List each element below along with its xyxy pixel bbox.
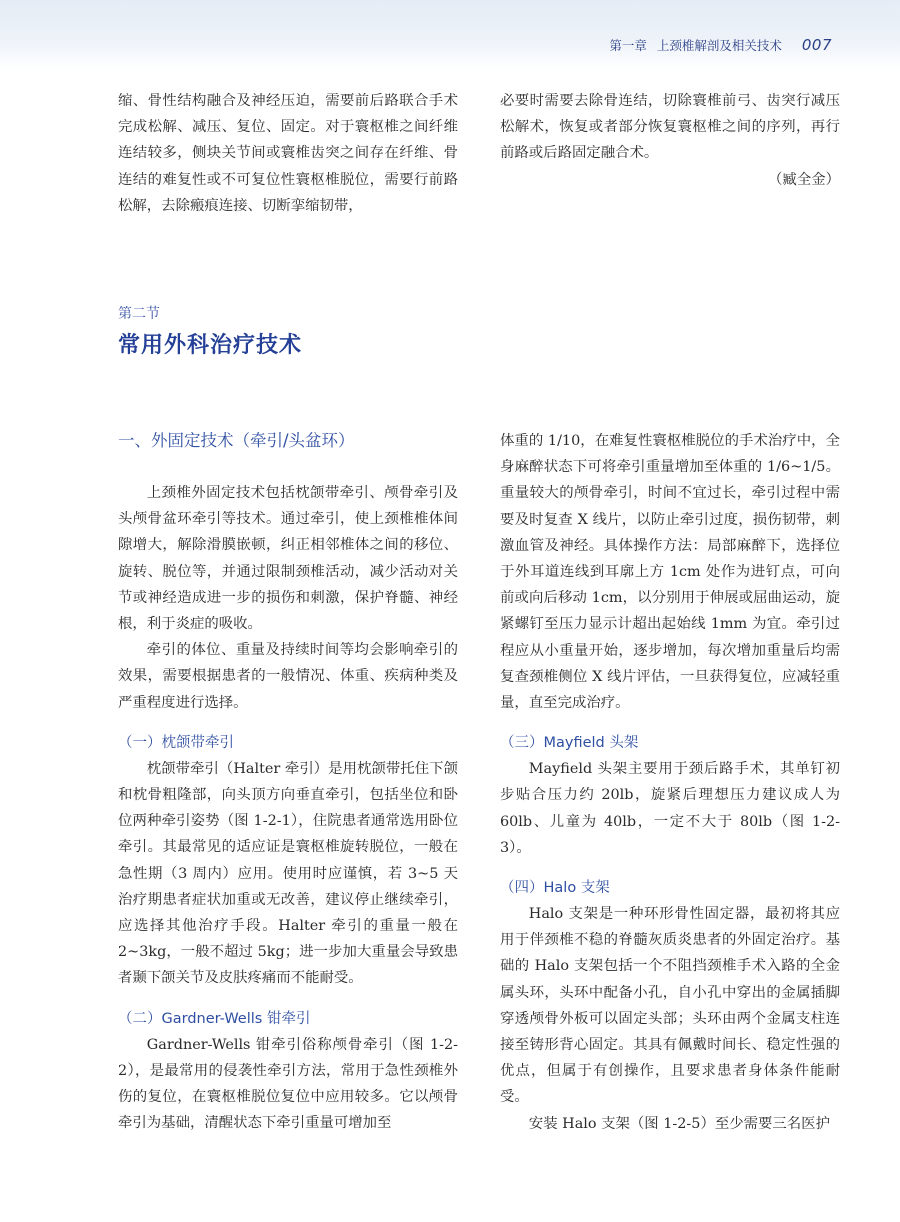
paragraph-halo: Halo 支架是一种环形骨性固定器，最初将其应用于伴颈椎不稳的脊髓灰质炎患者的外固定治疗。基础的 Halo 支架包括一个不阻挡颈椎手术入路的全金属头环，头环中配备小孔，自小孔中穿出的金属插脚穿透颅骨外板可以固定头部；头环由两个金属支柱连接至铸形背心固定。其具有佩戴时间长、稳定性强的优点，但属于有创操作，且要求患者身体条件能耐受。 (500, 906, 840, 1106)
chapter-title: 上颈椎解剖及相关技术 (656, 38, 782, 53)
continued-paragraph-left: 缩、骨性结构融合及神经压迫，需要前后路联合手术完成松解、减压、复位、固定。对于寰枢椎之间纤维连结较多，侧块关节间或寰椎齿突之间存在纤维、骨连结的难复性或不可复位性寰枢椎脱位，需要行前路松解，去除瘢痕连接、切断挛缩韧带， (118, 93, 458, 214)
subheading-halter-traction: （一）枕颌带牵引 (118, 734, 234, 751)
paragraph-mayfield: Mayfield 头架主要用于颈后路手术，其单钉初步贴合压力约 20lb，旋紧后理想压力建议成人为 60lb、儿童为 40lb，一定不大于 80lb（图 1-2-3）。 (500, 761, 840, 856)
top-right-column (500, 88, 840, 193)
right-column (500, 428, 840, 1137)
running-header-band (0, 0, 900, 70)
subheading-halo: （四）Halo 支架 (500, 880, 610, 897)
section-title: 常用外科治疗技术 (118, 333, 303, 358)
paragraph-skull-traction-continued: 体重的 1/10，在难复性寰枢椎脱位的手术治疗中，全身麻醉状态下可将牵引重量增加至体重的 1/6~1/5。重量较大的颅骨牵引，时间不宜过长，牵引过程中需要及时复查 X 线片，以防止牵引过度，损伤韧带，刺激血管及神经。具体操作方法：局部麻醉下，选择位于外耳道连线到耳廓上方 1cm 处作为进钉点，可向前或向后移动 1cm，以分别用于伸展或屈曲运动，旋紧螺钉至压力显示计超出起始线 1mm 为宜。牵引过程应从小重量开始，逐步增加，每次增加重量后均需复查颈椎侧位 X 线片评估，一旦获得复位，应减轻重量，直至完成治疗。 (500, 433, 840, 712)
paragraph-halter-traction: 枕颌带牵引（Halter 牵引）是用枕颌带托住下颌和枕骨粗隆部，向头顶方向垂直牵引，包括坐位和卧位两种牵引姿势（图 1-2-1），住院患者通常选用卧位牵引。其最常见的适应证是寰枢椎旋转脱位，一般在急性期（3 周内）应用。使用时应谨慎，若 3~5 天治疗期患者症状加重或无改善，建议停止继续牵引，应选择其他治疗手段。Halter 牵引的重量一般在 2~3kg，一般不超过 5kg；进一步加大重量会导致患者颞下颌关节及皮肤疼痛而不能耐受。 (118, 760, 458, 987)
left-column (118, 428, 458, 1136)
top-left-column (118, 88, 458, 219)
paragraph-gardner-wells: Gardner-Wells 钳牵引俗称颅骨牵引（图 1-2-2），是最常用的侵袭性牵引方法，常用于急性颈椎外伤的复位，在寰枢椎脱位复位中应用较多。它以颅骨牵引为基础，清醒状态下牵引重量可增加至 (118, 1036, 458, 1132)
subheading-mayfield: （三）Mayfield 头架 (500, 735, 639, 752)
paragraph-external-fixation-intro: 上颈椎外固定技术包括枕颌带牵引、颅骨牵引及头颅骨盆环牵引等技术。通过牵引，使上颈椎椎体间隙增大，解除滑膜嵌顿，纠正相邻椎体之间的移位、旋转、脱位等，并通过限制颈椎活动，减少活动对关节或神经造成进一步的损伤和刺激，保护脊髓、神经根，利于炎症的吸收。 (118, 485, 458, 633)
chapter-number: 第一章 (609, 38, 647, 53)
page-number: 007 (801, 36, 832, 54)
paragraph-halo-installation: 安装 Halo 支架（图 1-2-5）至少需要三名医护 (528, 1115, 830, 1132)
paragraph-traction-factors: 牵引的体位、重量及持续时间等均会影响牵引的效果，需要根据患者的一般情况、体重、疾病种类及严重程度进行选择。 (118, 642, 458, 711)
running-header (609, 36, 832, 54)
heading-external-fixation: 一、外固定技术（牵引/头盆环） (118, 431, 355, 450)
section-label: 第二节 (118, 306, 160, 322)
author-signature: （臧全金） (768, 171, 840, 188)
continued-paragraph-right: 必要时需要去除骨连结，切除寰椎前弓、齿突行减压松解术，恢复或者部分恢复寰枢椎之间的序列，再行前路或后路固定融合术。 (500, 93, 840, 162)
subheading-gardner-wells: （二）Gardner-Wells 钳牵引 (118, 1010, 311, 1027)
